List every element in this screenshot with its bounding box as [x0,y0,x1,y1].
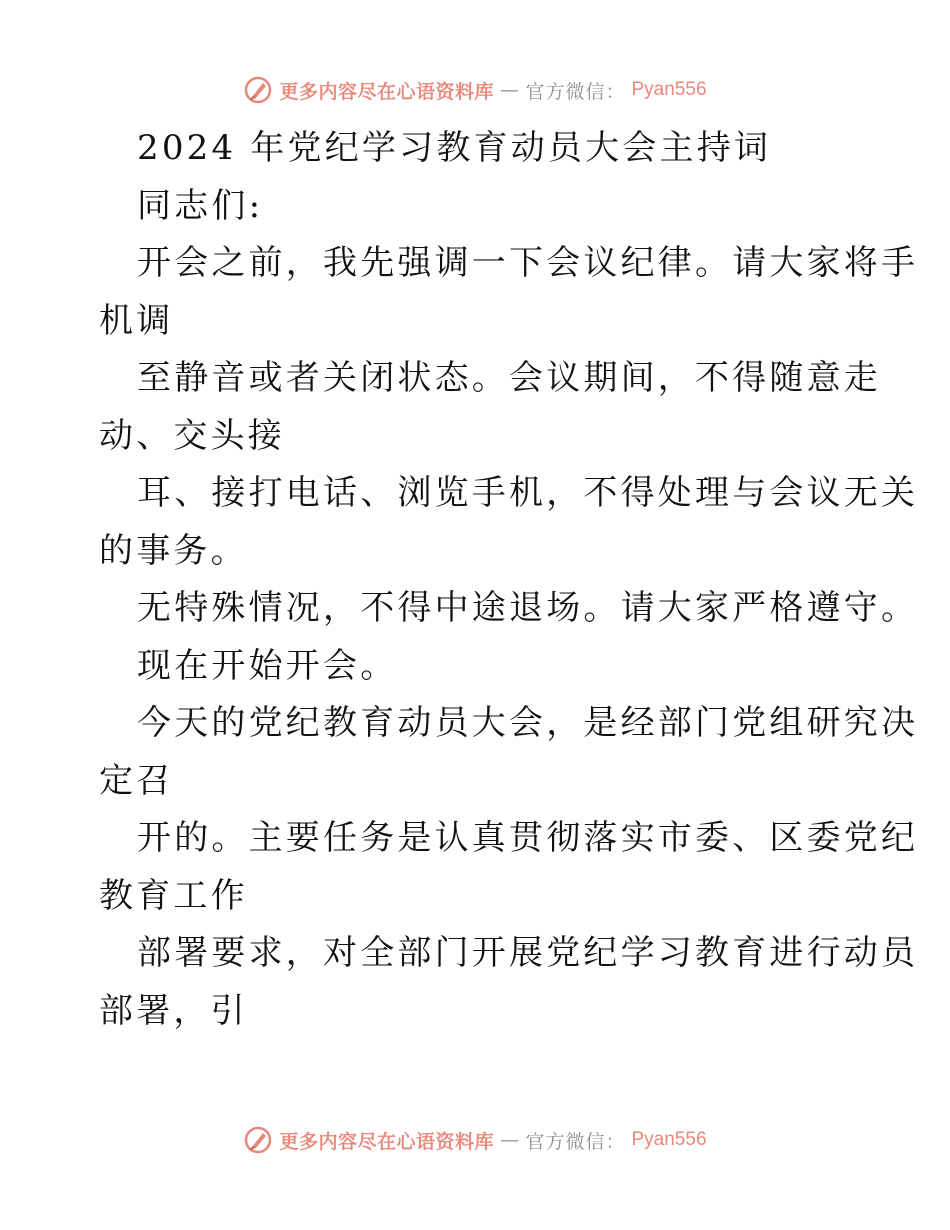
watermark-official-text: 官方微信： [525,1130,626,1153]
watermark-dash: — [499,1129,520,1151]
paragraph-line: 开会之前，我先强调一下会议纪律。请大家将手 [137,243,919,283]
paragraph-line-wrap: 教育工作 [99,875,248,916]
watermark-wechat-id: Pyan556 [631,1129,707,1150]
document-title: 2024 年党纪学习教育动员大会主持词 [137,128,772,168]
paragraph-line-wrap: 定召 [99,760,174,801]
quill-pen-logo-icon [243,75,273,105]
document-body [99,120,919,1040]
paragraph-line: 至静音或者关闭状态。会议期间，不得随意走 [137,358,881,398]
watermark-site-text: 更多内容尽在心语资料库 [279,80,494,103]
watermark-official-text: 官方微信： [525,80,626,103]
watermark-wechat-id: Pyan556 [631,79,707,100]
header-watermark [0,70,950,110]
paragraph-line: 部署要求，对全部门开展党纪学习教育进行动员 [137,933,919,973]
paragraph-line-wrap: 机调 [99,300,174,341]
paragraph-line-wrap: 动、交头接 [99,415,285,456]
quill-pen-logo-icon [243,1125,273,1155]
paragraph-line: 耳、接打电话、浏览手机，不得处理与会议无关 [137,473,919,513]
paragraph-line: 同志们: [137,185,264,226]
paragraph-line: 今天的党纪教育动员大会，是经部门党组研究决 [137,703,919,743]
footer-watermark [0,1120,950,1160]
watermark-dash: — [499,79,520,101]
paragraph-line: 无特殊情况，不得中途退场。请大家严格遵守。 [137,588,919,628]
paragraph-line-wrap: 的事务。 [99,530,248,571]
paragraph-line: 现在开始开会。 [137,645,398,686]
paragraph-line: 开的。主要任务是认真贯彻落实市委、区委党纪 [137,818,919,858]
watermark-site-text: 更多内容尽在心语资料库 [279,1130,494,1153]
paragraph-line-wrap: 部署，引 [99,990,248,1031]
